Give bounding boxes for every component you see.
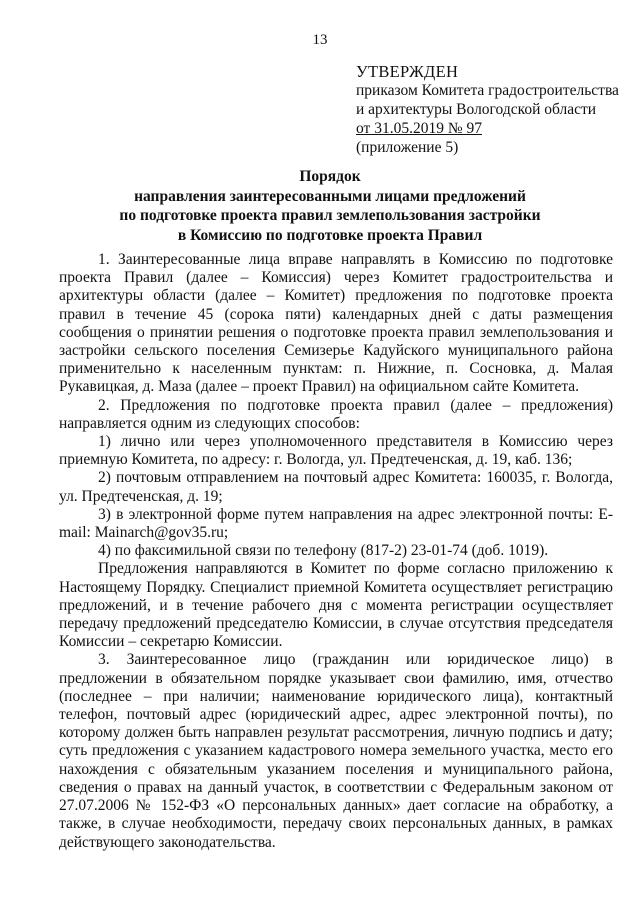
paragraph-2-item-3: 3) в электронной форме путем направления на адрес электронной почты: E-mail: Mainarch@gov35.ru;: [59, 505, 613, 542]
document-title: [60, 167, 600, 245]
paragraph-2-item-4: 4) по факсимильной связи по телефону (817-2) 23-01-74 (доб. 1019).: [98, 542, 549, 560]
approval-order: [356, 119, 626, 138]
page-number: 13: [312, 32, 328, 48]
title-line-2: направления заинтересованными лицами предложений: [134, 187, 526, 205]
title-line-3: по подготовке проекта правил землепользования застройки: [119, 207, 541, 224]
paragraph-2-item-1: 1) лично или через уполномоченного представителя в Комиссию через приемную Комитета, по адресу: г. Вологда, ул. Предтеченская, д. 19, каб. 136;: [59, 433, 613, 469]
paragraph-2-note: Предложения направляются в Комитет по форме согласно приложению к Настоящему Порядку. Специалист приемной Комитета осуществляет регистрацию предложений, и в течение рабочего дня с момента регистрации осуществляет передачу предложений председателю Комиссии, в случае отсутствия председателя Комиссии – секретарю Комиссии.: [59, 560, 613, 651]
paragraph-2: 2. Предложения по подготовке проекта правил (далее – предложения) направляется одним из следующих способов:: [59, 396, 613, 432]
approval-stamp: [356, 62, 626, 157]
paragraph-1: 1. Заинтересованные лица вправе направлять в Комиссию по подготовке проекта Правил (далее – Комиссия) через Комитет градостроительства и архитектуры области (далее – Комитет) предложения по подготовке проекта правил в течение 45 (сорока пяти) календарных дней с даты размещения сообщения о принятии решения о подготовке проекта правил землепользования и застройки сельского поселения Семизерье Кадуйского муниципального района применительно к населенным пунктам: п. Нижние, п. Сосновка, д. Малая Рукавицкая, д. Маза (далее – проект Правил) на официальном сайте Комитета.: [59, 251, 613, 396]
approval-line-2: и архитектуры Вологодской области: [356, 101, 597, 118]
paragraph-2-item-2: 2) почтовым отправлением на почтовый адрес Комитета: 160035, г. Вологда, ул. Предтеченская, д. 19;: [59, 469, 613, 505]
approval-line-1: приказом Комитета градостроительства: [356, 82, 619, 99]
approval-heading: УТВЕРЖДЕН: [356, 62, 459, 81]
paragraph-3: 3. Заинтересованное лицо (гражданин или юридическое лицо) в предложении в обязательном порядке указывает свои фамилию, имя, отчество (последнее – при наличии; наименование юридического лица), контактный телефон, почтовый адрес (юридический адрес, адрес электронной почты), по которому должен быть направлен результат рассмотрения, личную подпись и дату; суть предложения с указанием кадастрового номера земельного участка, место его нахождения с обязательным указанием поселения и муниципального района, сведения о правах на данный участок, в соответствии с Федеральным законом от 27.07.2006 № 152-ФЗ «О персональных данных» дает согласие на обработку, а также, в случае необходимости, передачу своих персональных данных, в рамках действующего законодательства.: [59, 651, 613, 851]
approval-order-text: от 31.05.2019 № 97: [356, 120, 482, 137]
title-line-1: Порядок: [299, 168, 361, 185]
title-line-4: в Комиссию по подготовке проекта Правил: [177, 226, 483, 244]
document-body: [59, 251, 613, 852]
approval-appendix: (приложение 5): [356, 139, 459, 156]
